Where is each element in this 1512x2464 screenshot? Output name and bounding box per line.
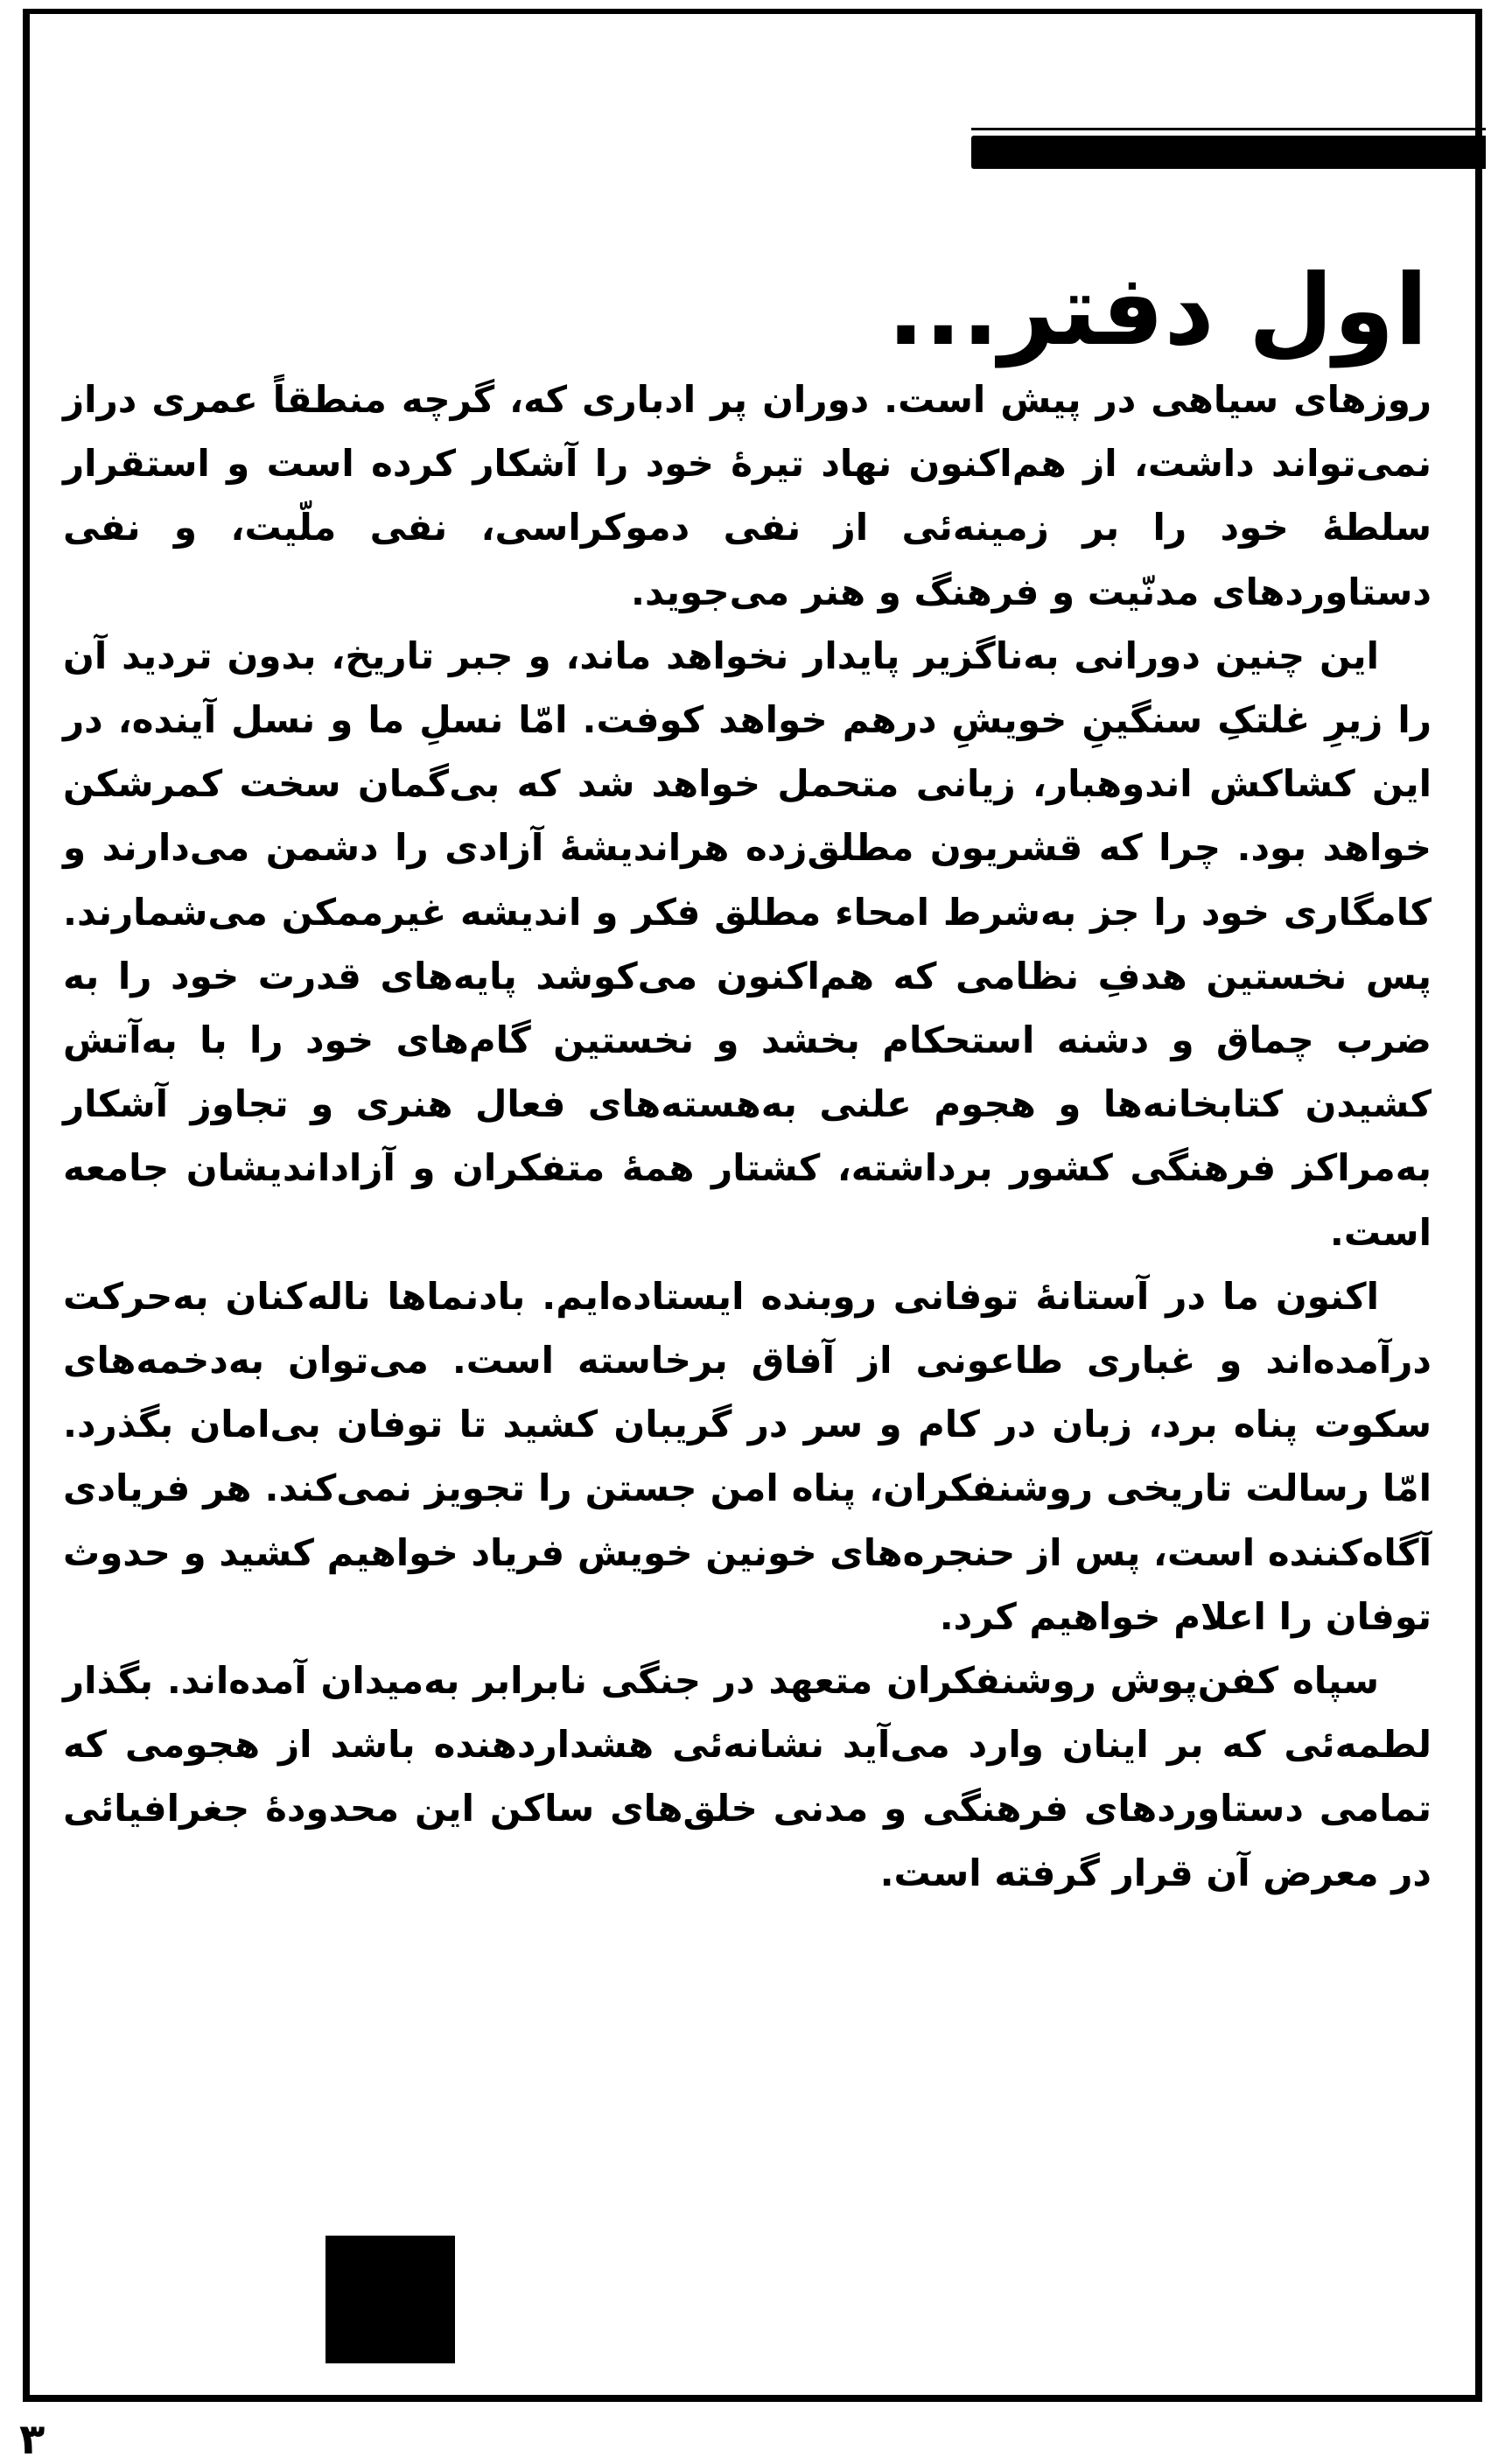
page-number: ۳: [19, 2415, 46, 2464]
paragraph-3: اکنون ما در آستانهٔ توفانی روبنده ایستاده‌ایم. بادنماها ناله‌کنان به‌حرکت درآمده‌اند و غباری طاعونی از آفاق برخاسته است. می‌توان به‌دخمه‌های سکوت پناه برد، زبان در کام و سر در گریبان کشید تا توفان بی‌امان بگذرد. امّا رسالت تاریخی روشنفکران، پناه امن جستن را تجویز نمی‌کند. هر فریادی آگاه‌کننده است، پس از حنجره‌های خونین خویش فریاد خواهیم کشید و حدوث توفان را اعلام خواهیم کرد.: [63, 1274, 1432, 1638]
paragraph-4: سپاه کفن‌پوش روشنفکران متعهد در جنگی نابرابر به‌میدان آمده‌اند. بگذار لطمه‌ئی که بر اینان وارد می‌آید نشانه‌ئی هشداردهنده باشد از هجومی که تمامی دستاوردهای فرهنگی و مدنی خلق‌های ساکن این محدودهٔ جغرافیائی در معرض آن قرار گرفته است.: [63, 1659, 1432, 1894]
article-body: [63, 368, 1432, 1905]
article-title: اول دفتر...: [886, 254, 1428, 368]
end-of-article-mark: [326, 2236, 455, 2363]
paragraph-2: این چنین دورانی به‌ناگزیر پایدار نخواهد ماند، و جبر تاریخ، بدون تردید آن را زیرِ غلتکِ سنگینِ خویشِ درهم خواهد کوفت. امّا نسلِ ما و نسل آینده، در این کشاکش اندوهبار، زیانی متحمل خواهد شد که بی‌گمان سخت کمرشکن خواهد بود. چرا که قشریون مطلق‌زده هراندیشهٔ آزادی را دشمن می‌دارند و کامگاری خود را جز به‌شرط امحاء مطلق فکر و اندیشه غیرممکن می‌شمارند. پس نخستین هدفِ نظامی که هم‌اکنون می‌کوشد پایه‌های قدرت خود را به ضرب چماق و دشنه استحکام بخشد و نخستین گام‌های خود را با به‌آتش کشیدن کتابخانه‌ها و هجوم علنی به‌هسته‌های فعال هنری و تجاوز آشکار به‌مراکز فرهنگی کشور برداشته، کشتار همهٔ متفکران و آزاداندیشان جامعه است.: [63, 634, 1432, 1254]
paragraph-1: روزهای سیاهی در پیش است. دوران پر ادباری که، گرچه منطقاً عمری دراز نمی‌تواند داشت، از هم‌اکنون نهاد تیرهٔ خود را آشکار کرده است و استقرار سلطهٔ خود را بر زمینه‌ئی از نفی دموکراسی، نفی ملّیت، و نفی دستاوردهای مدنّیت و فرهنگ و هنر می‌جوید.: [63, 378, 1432, 613]
header-thick-bar: [971, 136, 1486, 169]
header-thin-rule: [971, 128, 1486, 130]
